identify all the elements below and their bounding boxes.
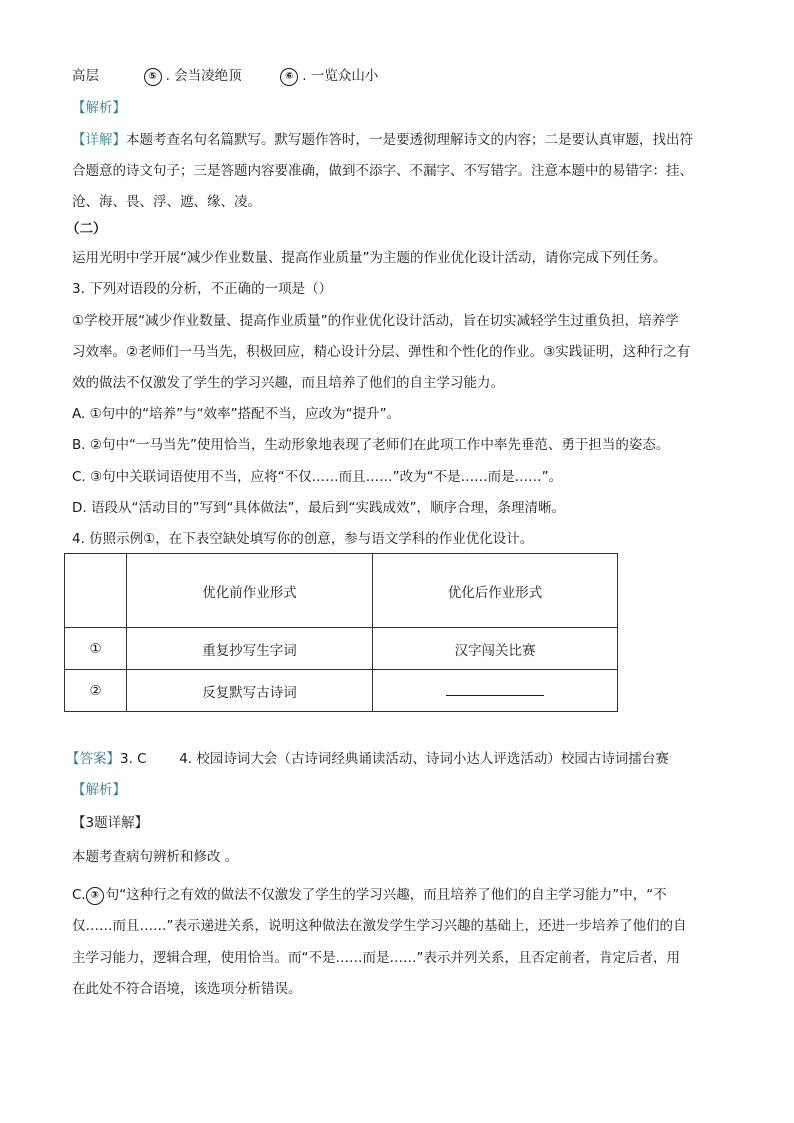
detail-line-3: 沧、海、畏、浮、遮、缘、凌。 <box>72 194 261 210</box>
explain-sentence-number: ③ <box>86 887 104 905</box>
header-before: 优化前作业形式 <box>127 554 373 628</box>
explain-option-lead: C. <box>72 887 86 903</box>
option-b: B. ②句中“一马当先”使用恰当，生动形象地表现了老师们在此项工作中率先垂范、勇于担当的姿态。 <box>72 437 670 453</box>
answer-q4: 4. 校园诗词大会（古诗词经典诵读活动、诗词小达人评选活动）校园古诗词擂台赛 <box>179 751 669 767</box>
detail-line-1 <box>72 130 693 150</box>
item-5-text: . 会当凌绝顶 <box>165 68 242 84</box>
row-after-blank <box>373 670 618 712</box>
answer-tag: 【答案】 <box>66 751 120 767</box>
explain-line-4: 在此处不符合语境，该选项分析错误。 <box>72 981 302 997</box>
row-after: 汉字闯关比赛 <box>373 628 618 670</box>
detail-tag: 【详解】 <box>72 132 126 148</box>
passage-line-1: ①学校开展“减少作业数量、提高作业质量”的作业优化设计活动，旨在切实减轻学生过重负担，培养学 <box>72 313 679 329</box>
answer-word-gaoceng: 高层 <box>72 68 99 84</box>
option-d: D. 语段从“活动目的”写到“具体做法”，最后到“实践成效”，顺序合理，条理清晰。 <box>72 500 565 516</box>
item-6-text: . 一览众山小 <box>302 68 379 84</box>
question-4-stem: 4. 仿照示例①，在下表空缺处填写你的创意，参与语文学科的作业优化设计。 <box>72 531 534 547</box>
row-number: ② <box>65 670 127 712</box>
analysis-heading-2: 【解析】 <box>72 782 126 798</box>
table-row <box>65 670 618 712</box>
row-before: 反复默写古诗词 <box>127 670 373 712</box>
explain-line-2: 仅……而且……”表示递进关系，说明这种做法在激发学生学习兴趣的基础上，还进一步培养了他们的自 <box>72 918 687 934</box>
analysis-heading: 【解析】 <box>72 100 126 116</box>
homework-design-table <box>64 553 618 712</box>
q3-detail-intro: 本题考查病句辨析和修改 。 <box>72 849 239 865</box>
option-c: C. ③句中关联词语使用不当，应将“不仅……而且……”改为“不是……而是……”。 <box>72 469 563 485</box>
answer-line <box>66 749 669 769</box>
explain-line-3: 主学习能力，逻辑合理，使用恰当。而“不是……而是……”表示并列关系，且否定前者，肯定后者，用 <box>72 950 680 966</box>
explain-text-1: 句“这种行之有效的做法不仅激发了学生的学习兴趣，而且培养了他们的自主学习能力”中，“不 <box>105 887 667 903</box>
question-3-stem: 3. 下列对语段的分析，不正确的一项是（） <box>72 281 333 297</box>
row-number: ① <box>65 628 127 670</box>
row-before: 重复抄写生字词 <box>127 628 373 670</box>
explain-line-1 <box>72 885 667 905</box>
header-after: 优化后作业形式 <box>373 554 618 628</box>
passage-line-3: 效的做法不仅激发了学生的学习兴趣，而且培养了他们的自主学习能力。 <box>72 375 504 391</box>
section-two-heading: （二） <box>66 221 107 237</box>
table-row <box>65 628 618 670</box>
answer-blank-line <box>446 681 544 696</box>
passage-line-2: 习效率。②老师们一马当先，积极回应，精心设计分层、弹性和个性化的作业。③实践证明，这种行之有 <box>72 344 691 360</box>
activity-intro: 运用光明中学开展“减少作业数量、提高作业质量”为主题的作业优化设计活动，请你完成下列任务。 <box>72 250 667 266</box>
detail-line-2: 合题意的诗文句子；三是答题内容要准确，做到不添字、不漏字、不写错字。注意本题中的易错字：挂、 <box>72 163 693 179</box>
q3-detail-heading: 【3题详解】 <box>72 815 149 831</box>
header-blank-cell <box>65 554 127 628</box>
option-a: A. ①句中的“培养”与“效率”搭配不当，应改为“提升”。 <box>72 406 401 422</box>
answer-q3: 3. C <box>120 751 147 767</box>
item-5-number: ⑤ <box>144 68 162 86</box>
table-header-row <box>65 554 618 628</box>
detail-text-1: 本题考查名句名篇默写。默写题作答时，一是要透彻理解诗文的内容；二是要认真审题，找出符 <box>126 132 693 148</box>
item-6-number: ⑥ <box>280 68 298 86</box>
fill-answer-line <box>72 66 378 86</box>
